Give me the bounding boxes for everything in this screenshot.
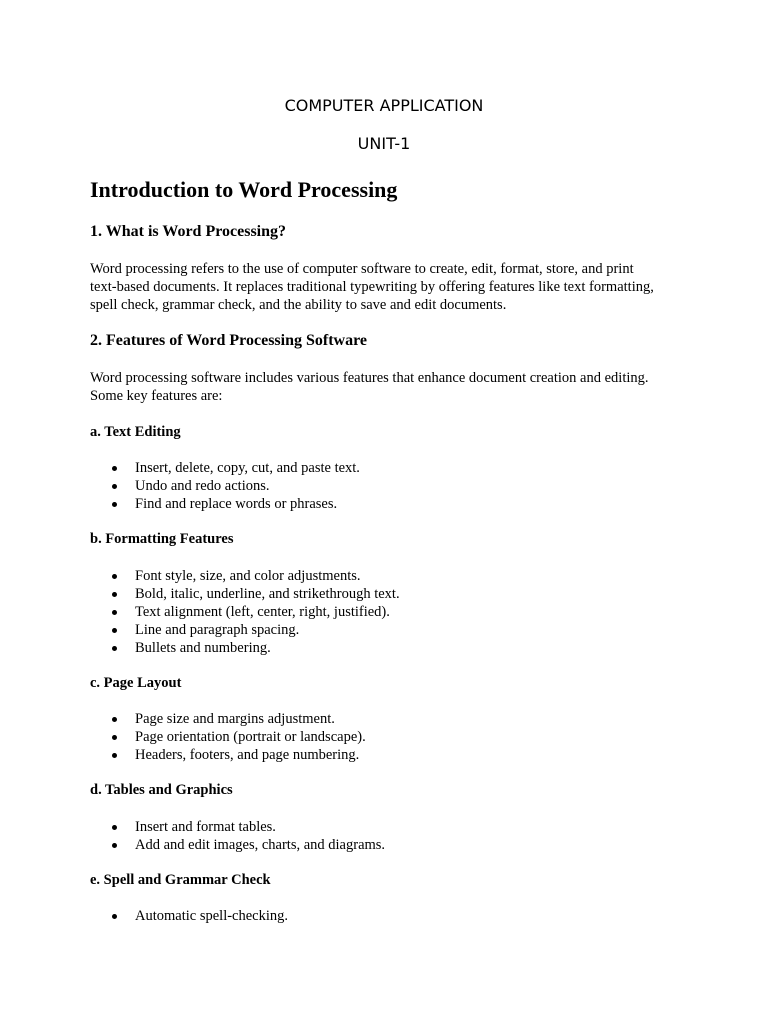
list-item (90, 567, 400, 585)
bullet-icon (112, 484, 117, 489)
list-item-text: Insert, delete, copy, cut, and paste text. (135, 460, 360, 476)
unit-label: UNIT-1 (357, 134, 411, 153)
bullet-icon (112, 574, 117, 579)
paragraph-line: Word processing refers to the use of computer software to create, edit, format, store, and print (90, 261, 634, 277)
list-item (90, 728, 366, 746)
section-paragraph (90, 260, 690, 314)
document-title: Introduction to Word Processing (90, 177, 398, 202)
section-heading: 1. What is Word Processing? (90, 223, 287, 240)
list-item-text: Page orientation (portrait or landscape). (135, 729, 366, 745)
list-item (90, 639, 400, 657)
list-item (90, 477, 360, 495)
course-title: COMPUTER APPLICATION (284, 96, 484, 115)
list-item-text: Bullets and numbering. (135, 640, 271, 656)
list-item-text: Undo and redo actions. (135, 478, 270, 494)
list-item (90, 836, 385, 854)
bullet-icon (112, 646, 117, 651)
list-item (90, 621, 400, 639)
list-item-text: Page size and margins adjustment. (135, 711, 335, 727)
list-item-text: Automatic spell-checking. (135, 908, 289, 924)
list-item (90, 710, 366, 728)
bullet-icon (112, 628, 117, 633)
bullet-icon (112, 843, 117, 848)
subsection-heading: c. Page Layout (90, 675, 182, 691)
list-item (90, 459, 360, 477)
bullet-icon (112, 735, 117, 740)
subsection-heading: d. Tables and Graphics (90, 782, 233, 798)
section-heading: 2. Features of Word Processing Software (90, 332, 368, 349)
list-item-text: Headers, footers, and page numbering. (135, 747, 360, 763)
paragraph-line: Some key features are: (90, 388, 223, 404)
paragraph-line: text-based documents. It replaces traditional typewriting by offering features like text formatting, (90, 279, 654, 295)
bullet-icon (112, 592, 117, 597)
subsection-heading: e. Spell and Grammar Check (90, 872, 271, 888)
bullet-list (90, 567, 400, 657)
bullet-icon (112, 610, 117, 615)
bullet-list (90, 818, 385, 854)
list-item (90, 746, 366, 764)
list-item-text: Line and paragraph spacing. (135, 622, 300, 638)
list-item-text: Text alignment (left, center, right, justified). (135, 604, 390, 620)
list-item-text: Add and edit images, charts, and diagrams. (135, 837, 386, 853)
paragraph-line: Word processing software includes various features that enhance document creation and editing. (90, 370, 649, 386)
list-item (90, 495, 360, 513)
bullet-list (90, 710, 366, 764)
list-item (90, 603, 400, 621)
bullet-icon (112, 825, 117, 830)
list-item (90, 585, 400, 603)
subsection-heading: b. Formatting Features (90, 531, 234, 547)
bullet-icon (112, 466, 117, 471)
subsection-heading: a. Text Editing (90, 424, 181, 440)
list-item-text: Insert and format tables. (135, 819, 276, 835)
paragraph-line: spell check, grammar check, and the ability to save and edit documents. (90, 297, 507, 313)
bullet-icon (112, 753, 117, 758)
section-paragraph (90, 369, 690, 405)
bullet-list (90, 907, 288, 925)
list-item (90, 818, 385, 836)
list-item-text: Bold, italic, underline, and strikethrough text. (135, 586, 400, 602)
bullet-icon (112, 502, 117, 507)
list-item-text: Font style, size, and color adjustments. (135, 568, 361, 584)
bullet-icon (112, 717, 117, 722)
list-item-text: Find and replace words or phrases. (135, 496, 338, 512)
bullet-list (90, 459, 360, 513)
list-item (90, 907, 288, 925)
bullet-icon (112, 914, 117, 919)
